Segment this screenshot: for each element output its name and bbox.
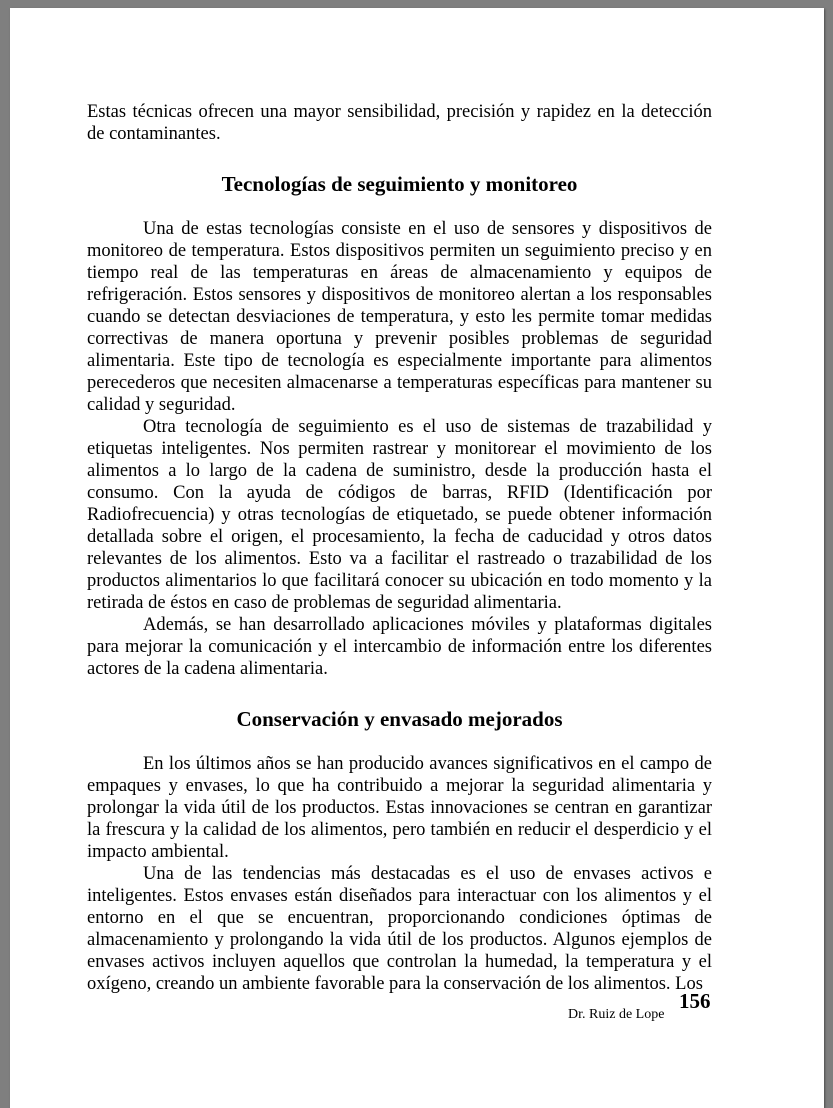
paragraph: Una de estas tecnologías consiste en el uso de sensores y dispositivos de monitoreo de temperatura. Estos dispositivos permiten un seguimiento preciso y en tiempo real de las temperaturas en áreas de almacenamiento y equipos de refrigeración. Estos sensores y dispositivos de monitoreo alertan a los responsables cuando se detectan desviaciones de temperatura, y esto les permite tomar medidas correctivas de manera oportuna y prevenir posibles problemas de seguridad alimentaria. Este tipo de tecnología es especialmente importante para alimentos perecederos que necesiten almacenarse a temperaturas específicas para mantener su calidad y seguridad. bbox=[87, 219, 712, 415]
paragraph: Además, se han desarrollado aplicaciones móviles y plataformas digitales para mejorar la comunicación y el intercambio de información entre los diferentes actores de la cadena alimentaria. bbox=[87, 615, 712, 679]
paragraph: En los últimos años se han producido avances significativos en el campo de empaques y envases, lo que ha contribuido a mejorar la seguridad alimentaria y prolongar la vida útil de los productos. Estas innovaciones se centran en garantizar la frescura y la calidad de los alimentos, pero también en reducir el desperdicio y el impacto ambiental. bbox=[87, 754, 712, 862]
section-heading-seguimiento: Tecnologías de seguimiento y monitoreo bbox=[221, 172, 578, 196]
intro-paragraph: Estas técnicas ofrecen una mayor sensibilidad, precisión y rapidez en la detección de contaminantes. bbox=[87, 102, 712, 144]
paragraph: Otra tecnología de seguimiento es el uso de sistemas de trazabilidad y etiquetas inteligentes. Nos permiten rastrear y monitorear el movimiento de los alimentos a lo largo de la cadena de suministro, desde la producción hasta el consumo. Con la ayuda de códigos de barras, RFID (Identificación por Radiofrecuencia) y otras tecnologías de etiquetado, se puede obtener información detallada sobre el origen, el procesamiento, la fecha de caducidad y otros datos relevantes de los alimentos. Esto va a facilitar el rastreado o trazabilidad de los productos alimentarios lo que facilitará conocer su ubicación en todo momento y la retirada de éstos en caso de problemas de seguridad alimentaria. bbox=[87, 417, 712, 613]
document-page bbox=[10, 8, 824, 1108]
page-content bbox=[87, 101, 712, 995]
footer-author: Dr. Ruiz de Lope bbox=[568, 1007, 665, 1022]
page-number: 156 bbox=[679, 989, 711, 1013]
section-heading-conservacion: Conservación y envasado mejorados bbox=[236, 707, 563, 731]
paragraph: Una de las tendencias más destacadas es el uso de envases activos e inteligentes. Estos envases están diseñados para interactuar con los alimentos y el entorno en el que se encuentran, proporcionando condiciones óptimas de almacenamiento y prolongando la vida útil de los productos. Algunos ejemplos de envases activos incluyen aquellos que controlan la humedad, la temperatura y el oxígeno, creando un ambiente favorable para la conservación de los alimentos. Los bbox=[87, 864, 712, 994]
